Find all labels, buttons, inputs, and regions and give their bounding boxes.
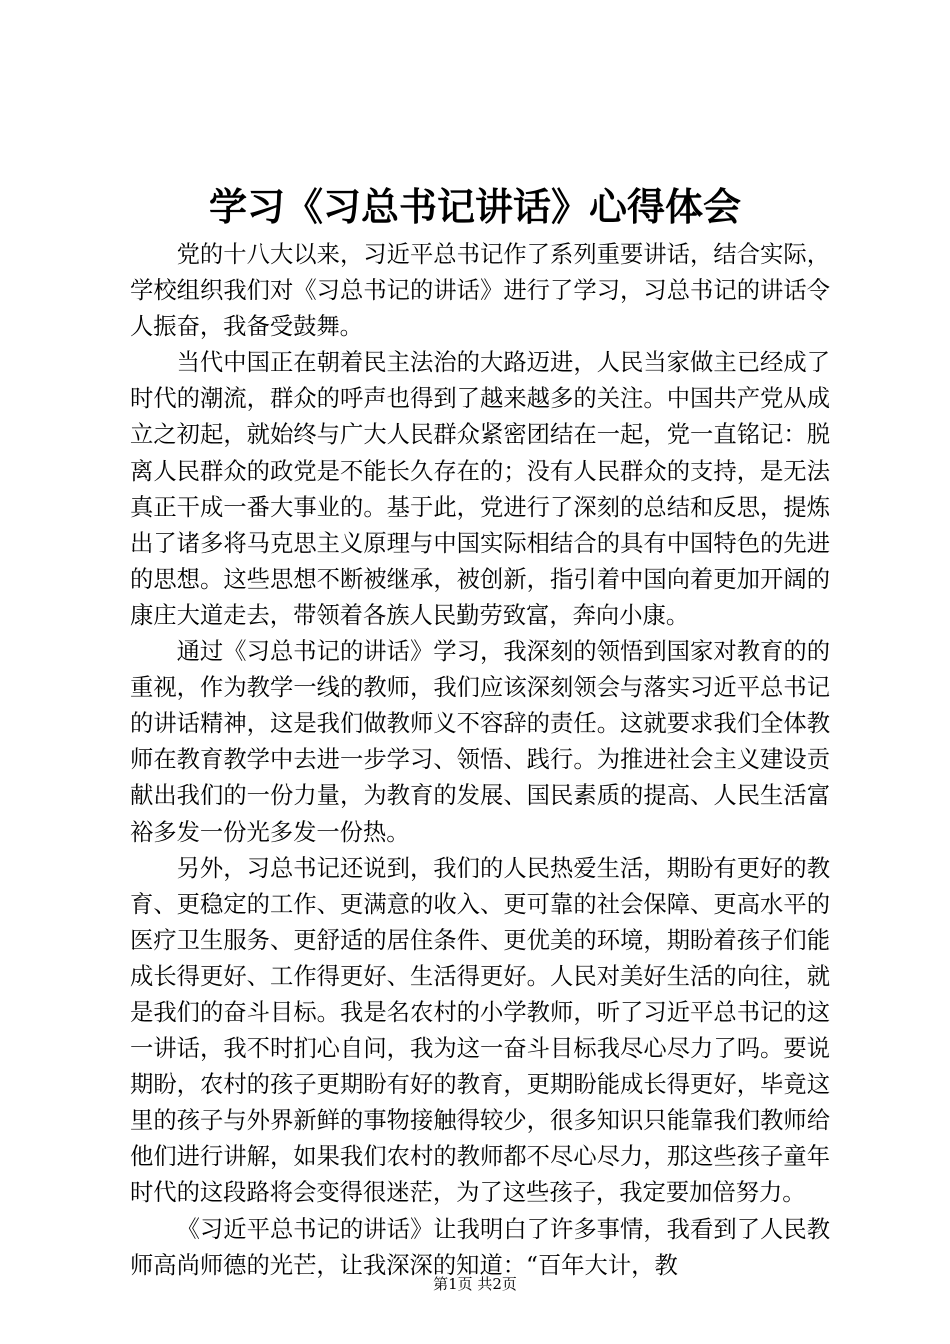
document-body [130,237,830,1284]
paragraph: 通过《习总书记的讲话》学习，我深刻的领悟到国家对教育的的重视，作为教学一线的教师，我们应该深刻领会与落实习近平总书记的讲话精神，这是我们做教师义不容辞的责任。这就要求我们全体教师在教育教学中去进一步学习、领悟、践行。为推进社会主义建设贡献出我们的一份力量，为教育的发展、国民素质的提高、人民生活富裕多发一份光多发一份热。 [130,638,830,846]
paragraph: 当代中国正在朝着民主法治的大路迈进，人民当家做主已经成了时代的潮流，群众的呼声也得到了越来越多的关注。中国共产党从成立之初起，就始终与广大人民群众紧密团结在一起，党一直铭记：脱离人民群众的政党是不能长久存在的；没有人民群众的支持，是无法真正干成一番大事业的。基于此，党进行了深刻的总结和反思，提炼出了诸多将马克思主义原理与中国实际相结合的具有中国特色的先进的思想。这些思想不断被继承，被创新，指引着中国向着更加开阔的康庄大道走去，带领着各族人民勤劳致富，奔向小康。 [130,349,830,629]
paragraph: 党的十八大以来，习近平总书记作了系列重要讲话，结合实际，学校组织我们对《习总书记的讲话》进行了学习，习总书记的讲话令人振奋，我备受鼓舞。 [130,241,830,341]
page-number-footer: 第1页 共2页 [433,1275,517,1293]
paragraph: 《习近平总书记的讲话》让我明白了许多事情，我看到了人民教师高尚师德的光芒，让我深深的知道：“百年大计，教 [130,1215,830,1279]
paragraph: 另外，习总书记还说到，我们的人民热爱生活，期盼有更好的教育、更稳定的工作、更满意的收入、更可靠的社会保障、更高水平的医疗卫生服务、更舒适的居住条件、更优美的环境，期盼着孩子们能成长得更好、工作得更好、生活得更好。人民对美好生活的向往，就是我们的奋斗目标。我是名农村的小学教师，听了习近平总书记的这一讲话，我不时扪心自问，我为这一奋斗目标我尽心尽力了吗。要说期盼，农村的孩子更期盼有好的教育，更期盼能成长得更好，毕竟这里的孩子与外界新鲜的事物接触得较少，很多知识只能靠我们教师给他们进行讲解，如果我们农村的教师都不尽心尽力，那这些孩子童年时代的这段路将会变得很迷茫，为了这些孩子，我定要加倍努力。 [130,854,830,1207]
document-title: 学习《习总书记讲话》心得体会 [208,184,741,229]
